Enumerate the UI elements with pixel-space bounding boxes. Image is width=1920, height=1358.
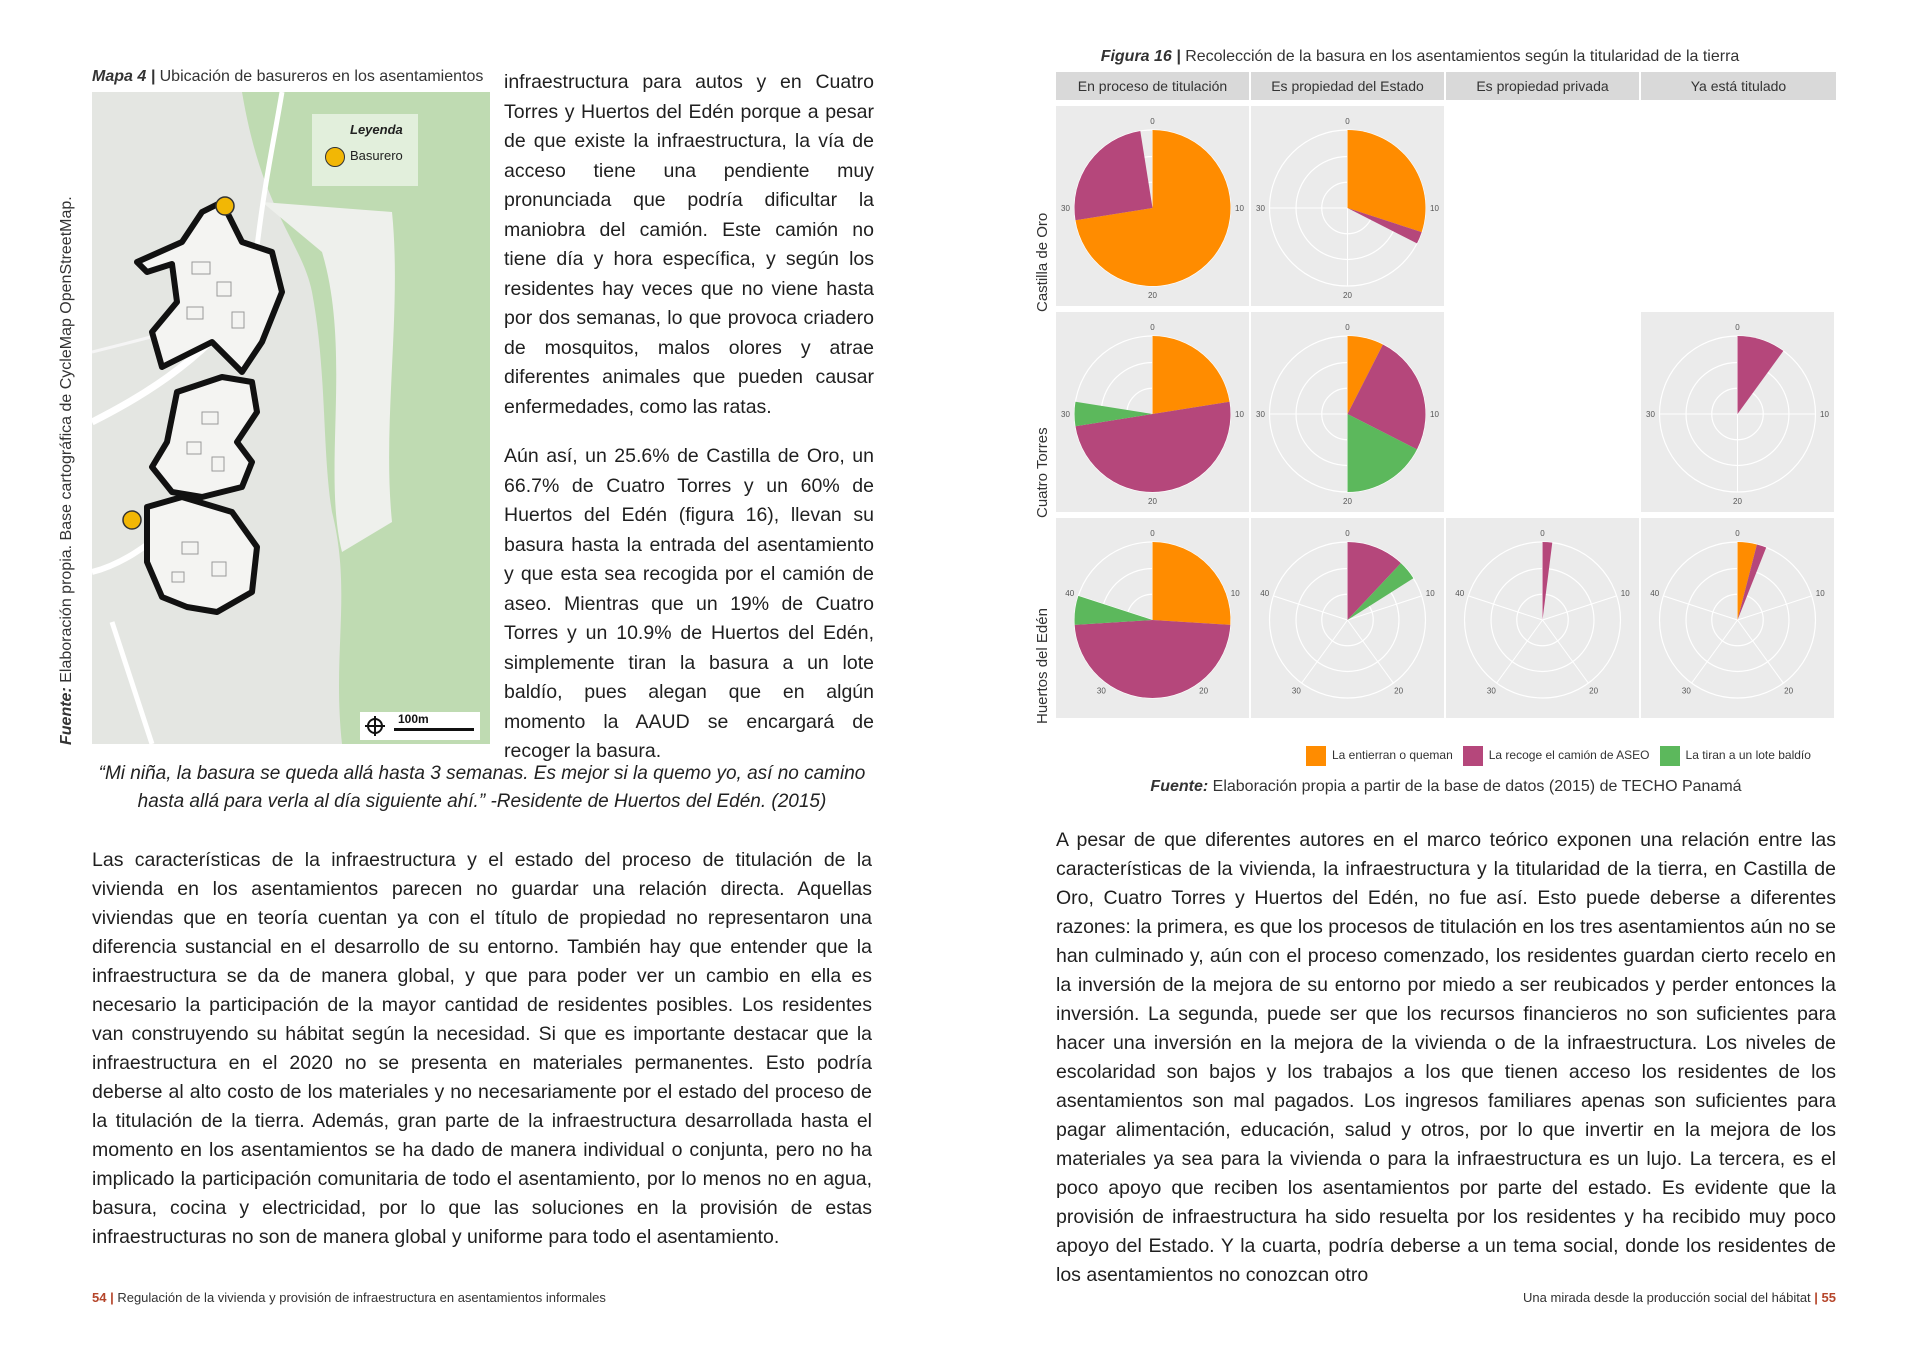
map-legend-title: Leyenda (350, 122, 403, 137)
chart-legend (1306, 746, 1811, 766)
facet-chart (1034, 72, 1836, 736)
footer-left (92, 1290, 606, 1305)
tick-label: 10 (1620, 589, 1630, 599)
legend-label: La entierran o queman (1332, 748, 1453, 763)
tick-label: 10 (1430, 204, 1439, 213)
column-header: Es propiedad del Estado (1251, 72, 1444, 100)
basurero-dot (216, 197, 234, 215)
legend-label: La recoge el camión de ASEO (1488, 748, 1650, 763)
scale-label: 100m (398, 712, 429, 726)
tick-label: 30 (1256, 204, 1265, 213)
tick-label: 10 (1425, 589, 1435, 599)
tick-label: 30 (1486, 686, 1496, 696)
footer-left-text: Regulación de la vivienda y provisión de infraestructura en asentamientos informales (113, 1290, 606, 1305)
map-fuente-label: Fuente: (58, 687, 75, 745)
legend-swatch-orange (1306, 746, 1326, 766)
figure-caption (1040, 48, 1800, 66)
column-header: En proceso de titulación (1056, 72, 1249, 100)
tick-label: 20 (1343, 291, 1352, 300)
basurero-icon (325, 147, 345, 167)
legend-item (1306, 746, 1453, 766)
tick-label: 10 (1820, 410, 1829, 419)
tick-label: 20 (1148, 291, 1157, 300)
bottom-left-paragraph: Las características de la infraestructura y el estado del proceso de titulación de la vivienda en los asentamientos parecen no guardar una relación directa. Aquellas viviendas que en teoría cuentan ya con el título de propiedad no representaron una diferencia sustancial en el desarrollo de su entorno. También hay que entender que la infraestructura se da de manera global, y que para poder ver un cambio en ella es necesario la participación de la mayor cantidad de residentes posibles. Los residentes van construyendo su hábitat según la necesidad. Si que es importante destacar que la infraestructura en el 2020 no se presenta en materiales permanentes. Esto podría deberse al alto costo de los materiales y no necesariamente por el estado del proceso de la titulación de la tierra. Además, gran parte de la infraestructura desarrollada hasta el momento en los asentamientos se ha dado de manera individual o conjunta, pero no ha implicado la participación comunitaria de todo el asentamiento, por lo menos no en agua, basura, cocina y electricidad, por lo que las soluciones en la provisión de estas infraestructuras no son de manera global y uniforme para todo el asentamiento. (92, 849, 872, 1248)
footer-right-text: Una mirada desde la producción social del hábitat (1523, 1290, 1815, 1305)
column-header: Ya está titulado (1641, 72, 1836, 100)
tick-label: 30 (1681, 686, 1691, 696)
tick-label: 0 (1735, 529, 1740, 538)
scale-box (360, 712, 480, 740)
map-caption-label: Mapa 4 | (92, 68, 156, 85)
tick-label: 30 (1256, 410, 1265, 419)
basurero-dot (123, 511, 141, 529)
quote: “Mi niña, la basura se queda allá hasta 3 semanas. Es mejor si la quemo yo, así no camino hasta allá para verla al día siguiente ahí.” -Residente de Huertos del Edén. (2015) (98, 763, 866, 812)
figure-fuente (1056, 778, 1836, 796)
paragraph: Aún así, un 25.6% de Castilla de Oro, un 66.7% de Cuatro Torres y un 60% de Huertos del Edén (figura 16), llevan su basura hasta la entrada del asentamiento y que esta sea recogida por el camión de aseo. Mientras que un 19% de Cuatro Torres y un 10.9% de Huertos del Edén, simplemente tiran la basura a un lote baldío, pues alegan que en algún momento la AAUD se encargará de recoger la basura. (504, 445, 874, 762)
footer-right (1500, 1290, 1836, 1305)
tick-label: 10 (1430, 410, 1439, 419)
facet-svg (1056, 72, 1836, 736)
legend-item (1463, 746, 1650, 766)
figure-caption-text: Recolección de la basura en los asentamientos según la titularidad de la tierra (1180, 48, 1740, 65)
right-column-text (504, 68, 874, 787)
tick-label: 0 (1150, 117, 1155, 126)
tick-label: 30 (1061, 410, 1070, 419)
tick-label: 30 (1291, 686, 1301, 696)
tick-label: 0 (1345, 323, 1350, 332)
row-label: Castilla de Oro (1034, 212, 1051, 312)
tick-label: 40 (1260, 589, 1270, 599)
scale-bar (394, 728, 474, 731)
tick-label: 40 (1650, 589, 1660, 599)
bottom-right-paragraph: A pesar de que diferentes autores en el marco teórico exponen una relación entre las características de la vivienda, la infraestructura y la titularidad de la tierra, en Castilla de Oro, Cuatro Torres y Huertos del Edén, no fue así. Esto puede deberse a diferentes razones: la primera, es que los procesos de titulación en los tres asentamientos aún no se han culminado y, aún con el proceso comenzado, los residentes guardan cierto recelo en la inversión de la mejora de su entorno por miedo a ser reubicados y perder entonces la inversión. La segunda, puede ser que los recursos financieros no son suficientes para hacer una inversión en la mejora de la vivienda o de la infraestructura. Los niveles de escolaridad son bajos y los trabajos a los que tienen acceso los residentes de los asentamientos son mal pagados. Los ingresos familiares apenas son suficientes para pagar alimentación, educación, salud y otros, por lo que invertir en la mejora de los materiales ya sea para la vivienda o para la infraestructura es un lujo. La tercera, es el poco apoyo que reciben los asentamientos por parte del estado. Es evidente que la provisión de infraestructura ha sido resuelta por los residentes y ha recibido muy poco apoyo del Estado. Y la cuarta, podría deberse a un tema social, donde los residentes de los asentamientos no conozcan otro (1056, 829, 1836, 1286)
page-number: 54 | (92, 1290, 114, 1305)
row-label: Cuatro Torres (1034, 427, 1051, 518)
tick-label: 30 (1096, 686, 1106, 696)
tick-label: 10 (1815, 589, 1825, 599)
tick-label: 0 (1150, 529, 1155, 538)
paragraph: infraestructura para autos y en Cuatro Torres y Huertos del Edén porque a pesar de que existe la infraestructura, la vía de acceso tiene una pendiente muy pronunciada que podría dificultar la maniobra del camión. Este camión no tiene día y hora específica, y según los residentes hay veces que no viene hasta por dos semanas, lo que provoca criadero de mosquitos, malos olores y atrae diferentes animales que pueden causar enfermedades, como las ratas. (504, 71, 874, 418)
tick-label: 40 (1455, 589, 1465, 599)
tick-label: 20 (1343, 497, 1352, 506)
row-label: Huertos del Edén (1034, 608, 1051, 724)
tick-label: 20 (1784, 686, 1794, 696)
map-fuente-text: Elaboración propia. Base cartográfica de CycleMap OpenStreetMap. (58, 196, 75, 688)
tick-label: 10 (1235, 204, 1244, 213)
tick-label: 0 (1345, 529, 1350, 538)
map-legend-item: Basurero (350, 148, 403, 163)
tick-label: 20 (1589, 686, 1599, 696)
map-fuente (58, 185, 80, 745)
map-svg (92, 92, 490, 744)
figure-fuente-label: Fuente: (1150, 778, 1209, 795)
map-caption-text: Ubicación de basureros en los asentamientos (155, 68, 484, 85)
tick-label: 20 (1394, 686, 1404, 696)
tick-label: 0 (1345, 117, 1350, 126)
figure-caption-label: Figura 16 | (1100, 48, 1181, 65)
tick-label: 30 (1646, 410, 1655, 419)
map-image (92, 92, 490, 744)
tick-label: 20 (1199, 686, 1209, 696)
legend-label: La tiran a un lote baldío (1685, 748, 1811, 763)
tick-label: 0 (1150, 323, 1155, 332)
figure-fuente-text: Elaboración propia a partir de la base de datos (2015) de TECHO Panamá (1208, 778, 1742, 795)
legend-swatch-green (1660, 746, 1680, 766)
tick-label: 10 (1235, 410, 1244, 419)
tick-label: 30 (1061, 204, 1070, 213)
tick-label: 10 (1230, 589, 1240, 599)
tick-label: 20 (1148, 497, 1157, 506)
tick-label: 0 (1735, 323, 1740, 332)
map-caption (92, 68, 492, 86)
column-header: Es propiedad privada (1446, 72, 1639, 100)
legend-item (1660, 746, 1811, 766)
tick-label: 0 (1540, 529, 1545, 538)
north-arrow-icon (365, 716, 385, 736)
legend-swatch-purple (1463, 746, 1483, 766)
tick-label: 40 (1065, 589, 1075, 599)
tick-label: 20 (1733, 497, 1742, 506)
page-number: | 55 (1814, 1290, 1836, 1305)
